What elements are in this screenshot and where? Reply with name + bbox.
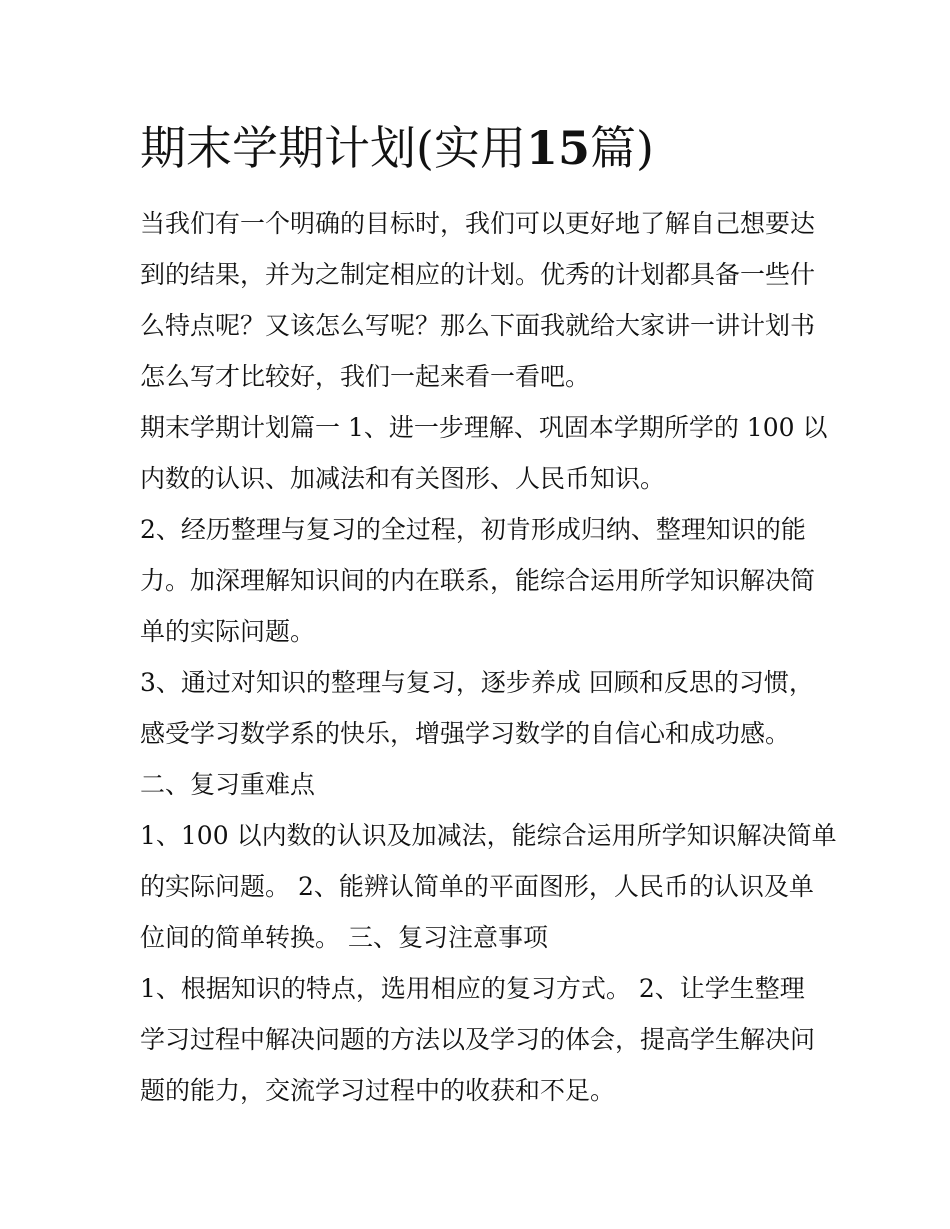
text-line: 内数的认识、加减法和有关图形、人民币知识。 bbox=[140, 464, 666, 493]
title-prefix: 期末学期计划(实用 bbox=[140, 121, 526, 175]
text-line: 单的实际问题。 bbox=[140, 617, 316, 646]
text-line: 学习过程中解决问题的方法以及学习的体会，提高学生解决问 bbox=[140, 1025, 816, 1054]
text-line: 么特点呢？又该怎么写呢？那么下面我就给大家讲一讲计划书 bbox=[140, 311, 816, 340]
text-line: 题的能力，交流学习过程中的收获和不足。 bbox=[140, 1076, 616, 1105]
text-line: 力。加深理解知识间的内在联系，能综合运用所学知识解决简 bbox=[140, 566, 816, 595]
text-line: 到的结果，并为之制定相应的计划。优秀的计划都具备一些什 bbox=[140, 260, 816, 289]
document-title bbox=[140, 118, 840, 178]
text-line: 的实际问题。 2、能辨认简单的平面图形，人民币的认识及单 bbox=[140, 872, 814, 901]
body-text bbox=[140, 198, 837, 1116]
document-body bbox=[140, 198, 837, 1116]
text-line: 3、通过对知识的整理与复习，逐步养成 回顾和反思的习惯， bbox=[140, 668, 814, 697]
text-line: 1、100 以内数的认识及加减法，能综合运用所学知识解决简单 bbox=[140, 821, 837, 850]
text-line: 感受学习数学系的快乐，增强学习数学的自信心和成功感。 bbox=[140, 719, 791, 748]
section-heading: 二、复习重难点 bbox=[140, 770, 316, 799]
text-line: 怎么写才比较好，我们一起来看一看吧。 bbox=[140, 362, 591, 391]
text-line: 1、根据知识的特点，选用相应的复习方式。 2、让学生整理 bbox=[140, 974, 805, 1003]
text-line: 位间的简单转换。 三、复习注意事项 bbox=[140, 923, 548, 952]
title-number: 15 bbox=[525, 121, 590, 175]
title-suffix: 篇) bbox=[589, 121, 654, 175]
text-line: 2、经历整理与复习的全过程，初肯形成归纳、整理知识的能 bbox=[140, 515, 806, 544]
text-line: 当我们有一个明确的目标时，我们可以更好地了解自己想要达 bbox=[140, 209, 816, 238]
text-line: 期末学期计划篇一 1、进一步理解、巩固本学期所学的 100 以 bbox=[140, 413, 828, 442]
